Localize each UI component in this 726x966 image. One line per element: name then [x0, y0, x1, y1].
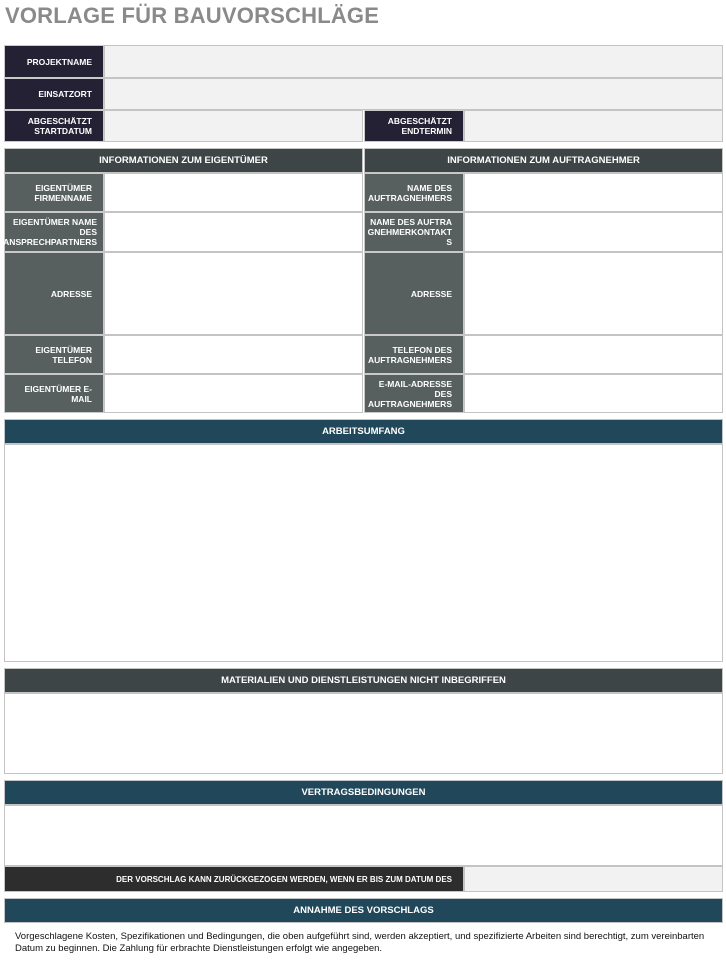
- withdraw-date-field[interactable]: [464, 866, 723, 892]
- owner-email-field[interactable]: [104, 374, 363, 413]
- owner-contact-field[interactable]: [104, 212, 363, 252]
- owner-info-header: INFORMATIONEN ZUM EIGENTÜMER: [4, 148, 363, 173]
- scope-header: ARBEITSUMFANG: [4, 419, 723, 444]
- end-date-field[interactable]: [464, 110, 723, 142]
- site-field[interactable]: [104, 78, 723, 110]
- scope-field[interactable]: [4, 444, 723, 662]
- end-date-label: ABGESCHÄTZT ENDTERMIN: [364, 110, 464, 142]
- owner-contact-label: EIGENTÜMER NAME DES ANSPRECHPARTNERS: [4, 212, 104, 252]
- owner-address-label: ADRESSE: [4, 252, 104, 335]
- project-name-field[interactable]: [104, 45, 723, 78]
- acceptance-header: ANNAHME DES VORSCHLAGS: [4, 898, 723, 923]
- exclusions-header: MATERIALIEN UND DIENSTLEISTUNGEN NICHT INBEGRIFFEN: [4, 668, 723, 693]
- owner-address-field[interactable]: [104, 252, 363, 335]
- start-date-label: ABGESCHÄTZT STARTDATUM: [4, 110, 104, 142]
- contractor-name-label: NAME DES AUFTRAGNEHMERS: [364, 173, 464, 212]
- contractor-address-label: ADRESSE: [364, 252, 464, 335]
- project-name-label: PROJEKTNAME: [4, 45, 104, 78]
- owner-company-field[interactable]: [104, 173, 363, 212]
- contractor-contact-label: NAME DES AUFTRAGNEHMERKONTAKTS: [364, 212, 464, 252]
- contractor-contact-field[interactable]: [464, 212, 723, 252]
- page-title: VORLAGE FÜR BAUVORSCHLÄGE: [5, 3, 380, 28]
- contractor-phone-field[interactable]: [464, 335, 723, 374]
- owner-email-label: EIGENTÜMER E-MAIL: [4, 374, 104, 413]
- withdraw-label: DER VORSCHLAG KANN ZURÜCKGEZOGEN WERDEN, WENN ER BIS ZUM DATUM DES: [4, 866, 464, 892]
- contractor-info-header: INFORMATIONEN ZUM AUFTRAGNEHMER: [364, 148, 723, 173]
- contractor-phone-label: TELEFON DES AUFTRAGNEHMERS: [364, 335, 464, 374]
- site-label: EINSATZORT: [4, 78, 104, 110]
- exclusions-field[interactable]: [4, 693, 723, 774]
- acceptance-text: Vorgeschlagene Kosten, Spezifikationen und Bedingungen, die oben aufgeführt sind, werden akzeptiert, und spezifizierte Arbeiten sind berechtigt, zum vereinbarten Datum zu beginnen. Die Zahlung für erbrachte Dienstleistungen erfolgt wie angegeben.: [15, 931, 705, 954]
- contractor-name-field[interactable]: [464, 173, 723, 212]
- contractor-address-field[interactable]: [464, 252, 723, 335]
- terms-field[interactable]: [4, 805, 723, 866]
- owner-phone-field[interactable]: [104, 335, 363, 374]
- owner-phone-label: EIGENTÜMER TELEFON: [4, 335, 104, 374]
- terms-header: VERTRAGSBEDINGUNGEN: [4, 780, 723, 805]
- contractor-email-label: E-MAIL-ADRESSE DES AUFTRAGNEHMERS: [364, 374, 464, 413]
- contractor-email-field[interactable]: [464, 374, 723, 413]
- start-date-field[interactable]: [104, 110, 363, 142]
- owner-company-label: EIGENTÜMER FIRMENNAME: [4, 173, 104, 212]
